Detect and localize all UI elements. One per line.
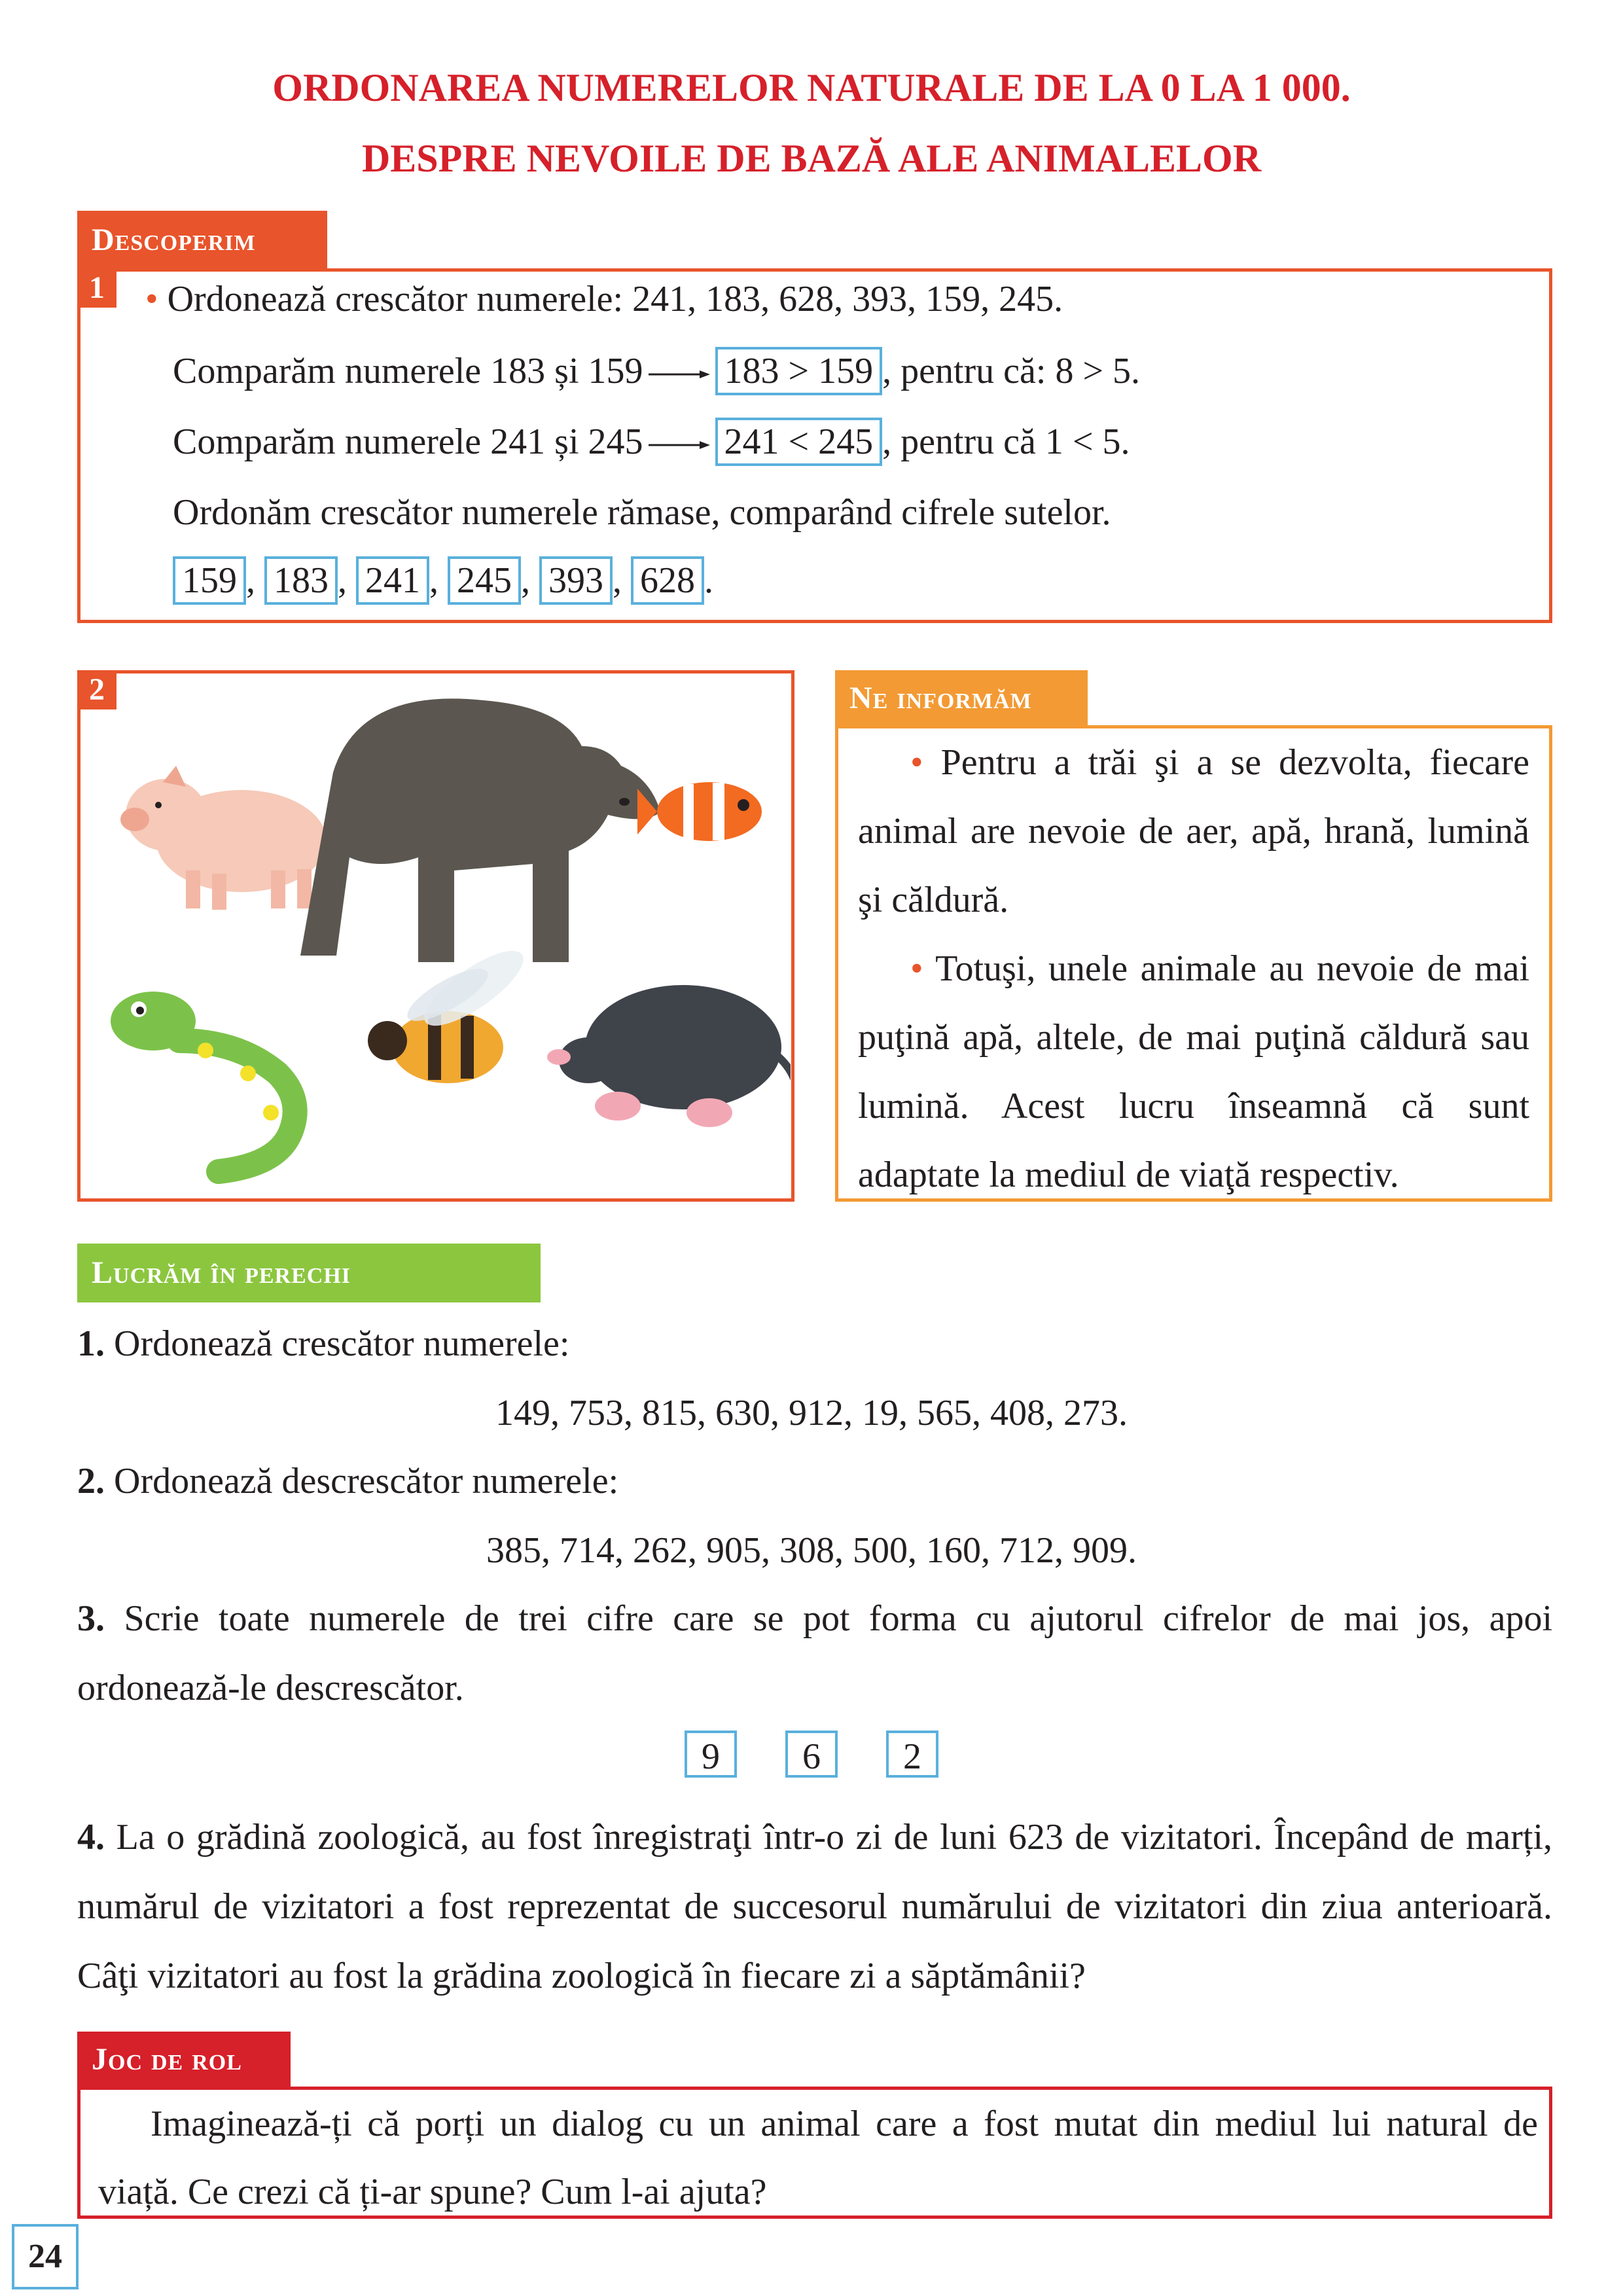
task-number: 3. <box>77 1598 105 1639</box>
task-2 <box>77 1458 1552 1504</box>
task-text: Ordonează descrescător numerele: <box>114 1461 619 1501</box>
digit-box: 9 <box>685 1731 737 1778</box>
task-number: 2. <box>77 1461 105 1501</box>
task-4-line3: Câţi vizitatori au fost la grădina zoologică în fiecare zi a săptămânii? <box>77 1956 1086 1996</box>
task-text: Ordonează crescător numerele: <box>114 1323 570 1364</box>
page-number: 24 <box>12 2224 79 2289</box>
compare-text-1: Comparăm numerele 183 și 159 <box>173 351 643 391</box>
comma: , <box>429 560 438 601</box>
digit-box: 2 <box>886 1731 938 1778</box>
task-2-numbers: 385, 714, 262, 905, 308, 500, 160, 712, 909. <box>486 1530 1137 1571</box>
arrow-right-icon <box>649 370 710 379</box>
compare-text-2: Comparăm numerele 241 și 245 <box>173 422 643 462</box>
ordered-number-box: 393 <box>539 556 613 605</box>
descoperim-line1 <box>145 276 1063 322</box>
info-text-2: Totuşi, unele animale au nevoie de mai puţină apă, altele, de mai puţină căldură sau lumină. Acest lucru înseamnă că sunt adaptate la mediul de viaţă respectiv. <box>858 948 1529 1195</box>
compare-reason-2: , pentru că 1 < 5. <box>882 422 1130 462</box>
page-title-line1: ORDONAREA NUMERELOR NATURALE DE LA 0 LA 1 000. <box>272 66 1351 109</box>
lucram-in-perechi-tag: Lucrăm în perechi <box>77 1244 541 1302</box>
task-4-line2: numărul de vizitatori a fost reprezentat de succesorul numărului de vizitatori din ziua anterioară. <box>77 1886 1552 1927</box>
ordered-numbers <box>173 556 713 605</box>
comma: , <box>246 560 255 601</box>
task-3-line2: ordonează-le descrescător. <box>77 1668 464 1708</box>
bullet-icon: • <box>145 279 158 319</box>
comma: , <box>338 560 347 601</box>
page-title-line2: DESPRE NEVOILE DE BAZĂ ALE ANIMALELOR <box>361 137 1262 180</box>
descoperim-line4: Ordonăm crescător numerele rămase, comparând cifrele sutelor. <box>173 492 1111 533</box>
descoperim-tag: Descoperim <box>77 211 327 270</box>
task-text: La o grădină zoologică, au fost înregistraţi într-o zi de luni 623 de vizitatori. Începând de marți, <box>116 1817 1552 1857</box>
pig-icon <box>120 766 340 910</box>
joc-line2: viață. Ce crezi că ți-ar spune? Cum l-ai ajuta? <box>98 2172 767 2212</box>
descoperim-line3 <box>173 418 1130 466</box>
digit-box: 6 <box>785 1731 838 1778</box>
animals-illustration <box>81 674 791 1198</box>
info-paragraph-1 <box>838 728 1549 935</box>
joc-line1: Imaginează-ți că porți un dialog cu un animal care a fost mutat din mediul lui natural de <box>151 2104 1538 2144</box>
joc-de-rol-tag: Joc de rol <box>77 2032 291 2088</box>
bullet-icon: • <box>910 742 923 783</box>
clownfish-icon <box>637 782 762 841</box>
task-4-line1 <box>77 1814 1552 1860</box>
bear-icon <box>300 698 660 962</box>
ordered-number-box: 245 <box>448 556 521 605</box>
mole-icon <box>547 985 791 1127</box>
lizard-icon <box>111 992 295 1172</box>
descoperim-line2 <box>173 347 1140 395</box>
period: . <box>704 560 713 601</box>
ordered-number-box: 159 <box>173 556 246 605</box>
task-3-line1 <box>77 1596 1552 1641</box>
info-paragraph-2 <box>838 935 1549 1210</box>
ne-informam-tag: Ne informăm <box>835 670 1088 726</box>
comma: , <box>613 560 622 601</box>
task-number: 4. <box>77 1817 105 1857</box>
ne-informam-box <box>835 725 1552 1202</box>
descoperim-instruction: Ordonează crescător numerele: 241, 183, 628, 393, 159, 245. <box>167 279 1063 319</box>
exercise-number-2: 2 <box>77 670 116 709</box>
comparison-box-1: 183 > 159 <box>715 347 883 395</box>
exercise-number-1: 1 <box>77 268 116 308</box>
comma: , <box>521 560 530 601</box>
compare-reason-1: , pentru că: 8 > 5. <box>882 351 1141 391</box>
comparison-box-2: 241 < 245 <box>715 418 883 466</box>
info-text-1: Pentru a trăi şi a se dezvolta, fiecare animal are nevoie de aer, apă, hrană, lumină şi căldură. <box>858 742 1530 920</box>
ordered-number-box: 183 <box>264 556 338 605</box>
arrow-right-icon <box>649 440 710 450</box>
task-number: 1. <box>77 1323 105 1364</box>
task-text: Scrie toate numerele de trei cifre care se pot forma cu ajutorul cifrelor de mai jos, apoi <box>124 1598 1553 1639</box>
ordered-number-box: 628 <box>631 556 704 605</box>
task-1-numbers: 149, 753, 815, 630, 912, 19, 565, 408, 273. <box>495 1393 1128 1433</box>
bullet-icon: • <box>910 948 923 989</box>
task-1 <box>77 1321 1552 1367</box>
ordered-number-box: 241 <box>356 556 429 605</box>
